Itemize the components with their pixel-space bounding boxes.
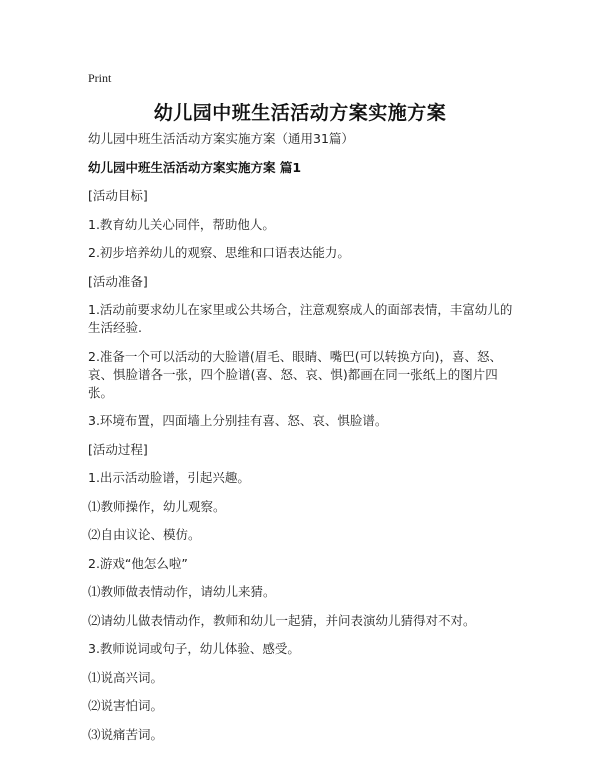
document-body — [88, 130, 516, 754]
paragraph: 2.游戏“他怎么啦” — [88, 555, 188, 571]
subtitle-paragraph: 幼儿园中班生活活动方案实施方案（通用31篇） — [88, 131, 354, 146]
bracket-heading-preparation: [活动准备] — [88, 273, 148, 289]
print-label[interactable]: Print — [88, 71, 112, 85]
bracket-heading-goals: [活动目标] — [88, 188, 148, 203]
paragraph: 1.教育幼儿关心同伴，帮助他人。 — [88, 216, 275, 232]
section-heading: 幼儿园中班生活活动方案实施方案 篇1 — [88, 159, 302, 175]
paragraph: 1.出示活动脸谱，引起兴趣。 — [88, 470, 250, 485]
paragraph: ⑵自由议论、模仿。 — [88, 527, 201, 542]
paragraph: 2.初步培养幼儿的观察、思维和口语表达能力。 — [88, 245, 350, 260]
paragraph: 2.准备一个可以活动的大脸谱(眉毛、眼睛、嘴巴(可以转换方向)，喜、怒、哀、惧脸谱各一张，四个脸谱(喜、怒、哀、惧)都画在同一张纸上的图片四张。 — [88, 348, 503, 400]
paragraph: ⑴说高兴词。 — [88, 669, 164, 685]
paragraph: 1.活动前要求幼儿在家里或公共场合，注意观察成人的面部表情，丰富幼儿的生活经验. — [88, 302, 513, 335]
paragraph: ⑴教师操作，幼儿观察。 — [88, 498, 226, 514]
paragraph: ⑵说害怕词。 — [88, 698, 164, 713]
paragraph: ⑵请幼儿做表情动作，教师和幼儿一起猜，并问表演幼儿猜得对不对。 — [88, 612, 476, 628]
paragraph: ⑶说痛苦词。 — [88, 726, 164, 742]
paragraph: 3.环境布置，四面墙上分别挂有喜、怒、哀、惧脸谱。 — [88, 413, 388, 428]
paragraph: 3.教师说词或句子，幼儿体验、感受。 — [88, 641, 300, 656]
paragraph: ⑴教师做表情动作，请幼儿来猜。 — [88, 584, 276, 599]
bracket-heading-process: [活动过程] — [88, 441, 148, 457]
page-title: 幼儿园中班生活活动方案实施方案 — [153, 102, 447, 124]
